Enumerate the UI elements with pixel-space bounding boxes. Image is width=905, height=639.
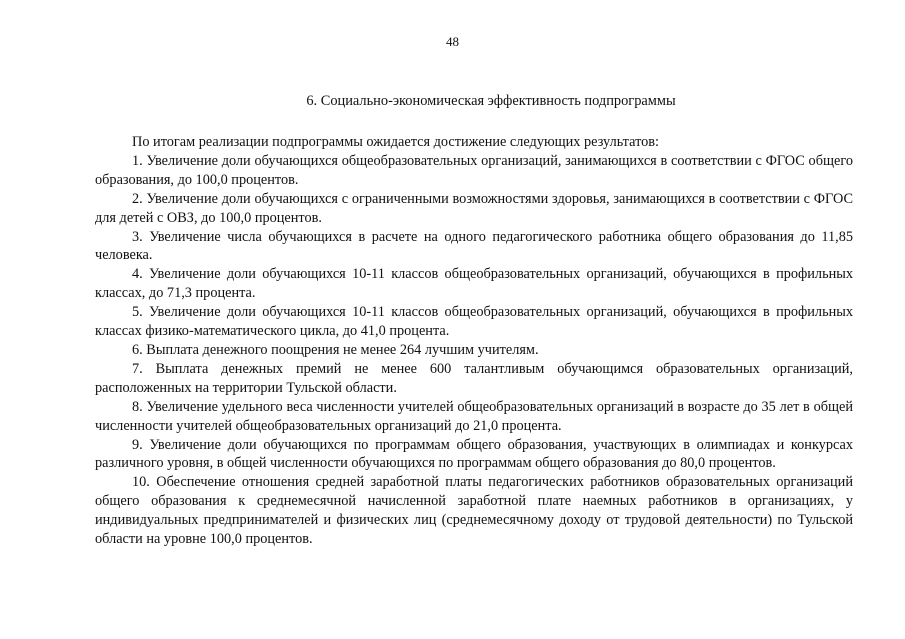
result-item-7: 7. Выплата денежных премий не менее 600 талантливым обучающимся образовательных организаций, расположенных на территории Тульской области. (95, 360, 853, 396)
result-item-1: 1. Увеличение доли обучающихся общеобразовательных организаций, занимающихся в соответствии с ФГОС общего образования, до 100,0 процентов. (95, 152, 853, 188)
result-item-8: 8. Увеличение удельного веса численности учителей общеобразовательных организаций в возрасте до 35 лет в общей численности учителей общеобразовательных организаций до 21,0 процента. (95, 398, 853, 434)
document-body (95, 133, 853, 549)
result-item-5: 5. Увеличение доли обучающихся 10-11 классов общеобразовательных организаций, обучающихся в профильных классах физико-математического цикла, до 41,0 процента. (95, 304, 853, 340)
page-number: 48 (446, 34, 459, 49)
result-item-9: 9. Увеличение доли обучающихся по программам общего образования, участвующих в олимпиадах и конкурсах различного уровня, в общей численности обучающихся по программам общего образования до 80,0 процентов. (95, 436, 853, 472)
section-title: 6. Социально-экономическая эффективность подпрограммы (306, 93, 676, 109)
result-item-2: 2. Увеличение доли обучающихся с ограниченными возможностями здоровья, занимающихся в соответствии с ФГОС для детей с ОВЗ, до 100,0 процентов. (95, 190, 853, 226)
result-item-4: 4. Увеличение доли обучающихся 10-11 классов общеобразовательных организаций, обучающихся в профильных классах, до 71,3 процента. (95, 266, 853, 302)
intro-paragraph: По итогам реализации подпрограммы ожидается достижение следующих результатов: (132, 134, 660, 150)
result-item-3: 3. Увеличение числа обучающихся в расчете на одного педагогического работника общего образования до 11,85 человека. (95, 228, 853, 264)
result-item-6: 6. Выплата денежного поощрения не менее 264 лучшим учителям. (132, 341, 539, 358)
result-item-10: 10. Обеспечение отношения средней заработной платы педагогических работников образовательных организаций общего образования к среднемесячной начисленной заработной плате наемных работников в организациях, у индивидуальных предпринимателей и физических лиц (среднемесячному доходу от трудовой деятельности) по Тульской области на уровне 100,0 процентов. (95, 474, 853, 548)
